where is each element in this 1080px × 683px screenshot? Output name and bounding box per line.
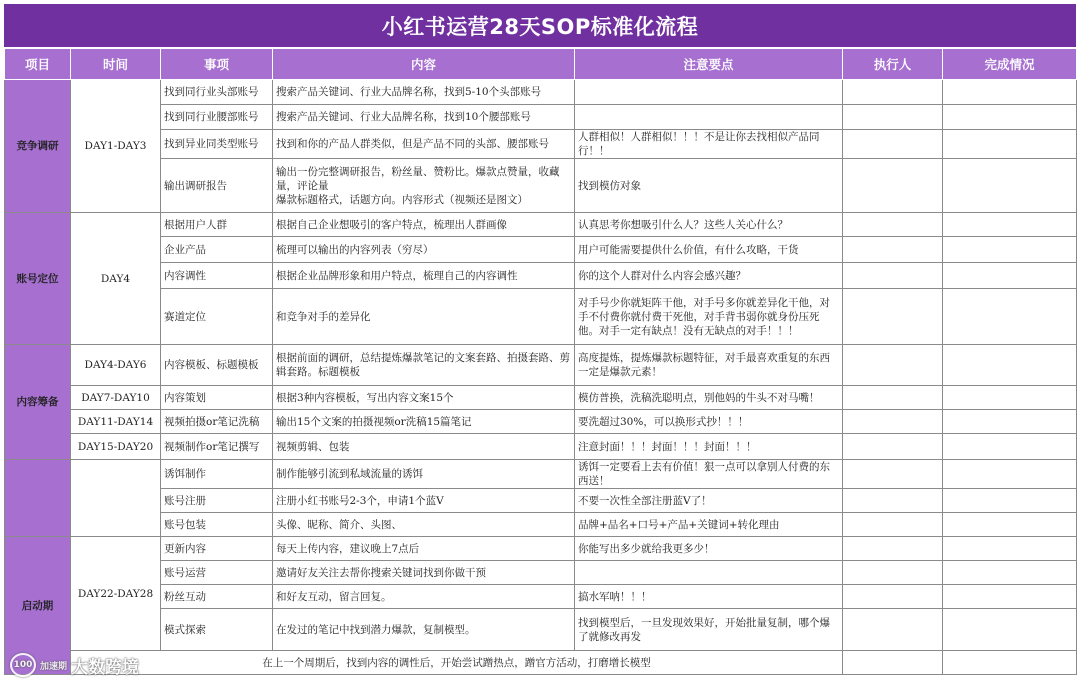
header-content: 内容 xyxy=(273,49,575,80)
content-cell: 每天上传内容，建议晚上7点后 xyxy=(273,537,575,561)
executor-cell[interactable] xyxy=(843,561,943,585)
executor-cell[interactable] xyxy=(843,289,943,345)
status-cell[interactable] xyxy=(943,80,1077,105)
executor-cell[interactable] xyxy=(843,489,943,513)
executor-cell[interactable] xyxy=(843,513,943,537)
header-project: 项目 xyxy=(5,49,71,80)
content-cell: 找到和你的产品人群类似，但是产品不同的头部、腰部账号 xyxy=(273,130,575,159)
time-cell: DAY15-DAY20 xyxy=(71,434,161,460)
table-row xyxy=(5,345,1077,386)
time-cell-empty xyxy=(71,460,161,537)
phase-cell-empty xyxy=(5,460,71,537)
content-cell: 制作能够引流到私域流量的诱饵 xyxy=(273,460,575,489)
note-cell: 你能写出多少就给我更多少！ xyxy=(575,537,843,561)
item-cell: 根据用户人群 xyxy=(161,213,273,237)
note-cell: 高度提炼，提炼爆款标题特征，对手最喜欢重复的东西一定是爆款元素！ xyxy=(575,345,843,386)
item-cell: 输出调研报告 xyxy=(161,159,273,213)
table-row xyxy=(5,130,1077,159)
note-cell: 人群相似！人群相似！！！不是让你去找相似产品同行！！ xyxy=(575,130,843,159)
note-cell: 诱饵一定要看上去有价值！狠一点可以拿别人付费的东西送！ xyxy=(575,460,843,489)
table-row xyxy=(5,386,1077,410)
executor-cell[interactable] xyxy=(843,105,943,130)
item-cell: 视频拍摄or笔记洗稿 xyxy=(161,410,273,434)
phase-cell: 账号定位 xyxy=(5,213,71,345)
status-cell[interactable] xyxy=(943,159,1077,213)
status-cell[interactable] xyxy=(943,237,1077,263)
content-cell: 搜索产品关键词、行业大品牌名称，找到5-10个头部账号 xyxy=(273,80,575,105)
item-cell: 内容调性 xyxy=(161,263,273,289)
note-cell: 用户可能需要提供什么价值，有什么攻略，干货 xyxy=(575,237,843,263)
header-time: 时间 xyxy=(71,49,161,80)
note-cell: 你的这个人群对什么内容会感兴趣？ xyxy=(575,263,843,289)
executor-cell[interactable] xyxy=(843,345,943,386)
watermark-phase-label: 加速期 xyxy=(40,661,68,672)
note-cell: 搞水军呐！！！ xyxy=(575,585,843,609)
note-cell xyxy=(575,80,843,105)
table-row xyxy=(5,513,1077,537)
table-row xyxy=(5,213,1077,237)
status-cell[interactable] xyxy=(943,585,1077,609)
content-cell: 输出15个文案的拍摄视频or洗稿15篇笔记 xyxy=(273,410,575,434)
item-cell: 账号包装 xyxy=(161,513,273,537)
table-row xyxy=(5,434,1077,460)
content-cell: 头像、昵称、简介、头图、 xyxy=(273,513,575,537)
executor-cell[interactable] xyxy=(843,410,943,434)
brand-logo-icon: 100 xyxy=(10,653,36,677)
status-cell[interactable] xyxy=(943,537,1077,561)
table-row xyxy=(5,263,1077,289)
item-cell: 企业产品 xyxy=(161,237,273,263)
time-cell: DAY1-DAY3 xyxy=(71,80,161,213)
note-cell: 模仿普换，洗稿洗聪明点，别他妈的牛头不对马嘴！ xyxy=(575,386,843,410)
note-cell xyxy=(575,105,843,130)
sop-table xyxy=(4,48,1077,675)
content-cell: 输出一份完整调研报告，粉丝量、赞粉比。爆款点赞量，收藏量，评论量 爆款标题格式，话题方向。内容形式（视频还是图文） xyxy=(273,159,575,213)
executor-cell[interactable] xyxy=(843,80,943,105)
status-cell[interactable] xyxy=(943,386,1077,410)
status-cell[interactable] xyxy=(943,513,1077,537)
time-cell: DAY22-DAY28 xyxy=(71,537,161,651)
status-cell[interactable] xyxy=(943,213,1077,237)
status-cell[interactable] xyxy=(943,561,1077,585)
executor-cell[interactable] xyxy=(843,237,943,263)
note-cell: 找到模仿对象 xyxy=(575,159,843,213)
content-cell: 视频剪辑、包装 xyxy=(273,434,575,460)
executor-cell[interactable] xyxy=(843,386,943,410)
content-cell: 在发过的笔记中找到潜力爆款，复制模型。 xyxy=(273,609,575,651)
status-cell[interactable] xyxy=(943,434,1077,460)
status-cell[interactable] xyxy=(943,289,1077,345)
status-cell[interactable] xyxy=(943,263,1077,289)
table-row xyxy=(5,460,1077,489)
executor-cell[interactable] xyxy=(843,130,943,159)
content-cell: 搜索产品关键词、行业大品牌名称，找到10个腰部账号 xyxy=(273,105,575,130)
content-cell: 根据企业品牌形象和用户特点，梳理自己的内容调性 xyxy=(273,263,575,289)
table-row xyxy=(5,80,1077,105)
content-cell: 注册小红书账号2-3个，申请1个蓝V xyxy=(273,489,575,513)
item-cell: 视频制作or笔记撰写 xyxy=(161,434,273,460)
phase-cell: 启动期 xyxy=(5,537,71,675)
note-cell: 注意封面！！！封面！！！封面！！！ xyxy=(575,434,843,460)
item-cell: 账号注册 xyxy=(161,489,273,513)
content-cell: 根据自己企业想吸引的客户特点，梳理出人群画像 xyxy=(273,213,575,237)
note-cell xyxy=(575,561,843,585)
table-row xyxy=(5,561,1077,585)
content-cell: 和竞争对手的差异化 xyxy=(273,289,575,345)
footer-summary: 在上一个周期后，找到内容的调性后，开始尝试蹭热点，蹭官方活动，打磨增长模型 xyxy=(71,651,843,675)
watermark-brand-text: 大数跨境 xyxy=(71,657,140,678)
phase-cell: 竞争调研 xyxy=(5,80,71,213)
status-cell[interactable] xyxy=(943,609,1077,651)
item-cell: 赛道定位 xyxy=(161,289,273,345)
status-cell[interactable] xyxy=(943,130,1077,159)
item-cell: 账号运营 xyxy=(161,561,273,585)
table-row xyxy=(5,159,1077,213)
header-executor: 执行人 xyxy=(843,49,943,80)
executor-cell[interactable] xyxy=(843,460,943,489)
table-row xyxy=(5,237,1077,263)
note-cell: 不要一次性全部注册蓝V了！ xyxy=(575,489,843,513)
content-cell: 和好友互动，留言回复。 xyxy=(273,585,575,609)
header-status: 完成情况 xyxy=(943,49,1077,80)
table-row xyxy=(5,651,1077,675)
item-cell: 诱饵制作 xyxy=(161,460,273,489)
item-cell: 找到同行业头部账号 xyxy=(161,80,273,105)
header-item: 事项 xyxy=(161,49,273,80)
status-cell[interactable] xyxy=(943,410,1077,434)
note-cell: 认真思考你想吸引什么人？这些人关心什么？ xyxy=(575,213,843,237)
item-cell: 模式探索 xyxy=(161,609,273,651)
note-cell: 对手号少你就矩阵干他，对手号多你就差异化干他，对手不付费你就付费干死他，对手背书弱你就身份压死他。对手一定有缺点！没有无缺点的对手！！！ xyxy=(575,289,843,345)
content-cell: 根据前面的调研，总结提炼爆款笔记的文案套路、拍摄套路、剪辑套路。标题模板 xyxy=(273,345,575,386)
table-row xyxy=(5,585,1077,609)
executor-cell[interactable] xyxy=(843,609,943,651)
executor-cell[interactable] xyxy=(843,263,943,289)
table-row xyxy=(5,489,1077,513)
table-row xyxy=(5,105,1077,130)
item-cell: 粉丝互动 xyxy=(161,585,273,609)
executor-cell[interactable] xyxy=(843,159,943,213)
table-row xyxy=(5,537,1077,561)
phase-cell: 内容筹备 xyxy=(5,345,71,460)
content-cell: 梳理可以输出的内容列表（穷尽） xyxy=(273,237,575,263)
status-cell[interactable] xyxy=(943,489,1077,513)
content-cell: 邀请好友关注去帮你搜索关键词找到你做干预 xyxy=(273,561,575,585)
item-cell: 更新内容 xyxy=(161,537,273,561)
note-cell: 要洗超过30%，可以换形式抄！！！ xyxy=(575,410,843,434)
content-cell: 根据3种内容模板，写出内容文案15个 xyxy=(273,386,575,410)
time-cell: DAY7-DAY10 xyxy=(71,386,161,410)
table-row xyxy=(5,289,1077,345)
note-cell: 找到模型后，一旦发现效果好，开始批量复制，哪个爆了就修改再发 xyxy=(575,609,843,651)
header-notes: 注意要点 xyxy=(575,49,843,80)
item-cell: 内容策划 xyxy=(161,386,273,410)
executor-cell[interactable] xyxy=(843,213,943,237)
time-cell: DAY11-DAY14 xyxy=(71,410,161,434)
status-cell[interactable] xyxy=(943,651,1077,675)
status-cell[interactable] xyxy=(943,345,1077,386)
time-cell: DAY4 xyxy=(71,213,161,345)
table-row xyxy=(5,609,1077,651)
table-row xyxy=(5,410,1077,434)
status-cell[interactable] xyxy=(943,460,1077,489)
executor-cell[interactable] xyxy=(843,651,943,675)
executor-cell[interactable] xyxy=(843,585,943,609)
item-cell: 找到同行业腰部账号 xyxy=(161,105,273,130)
time-cell: DAY4-DAY6 xyxy=(71,345,161,386)
item-cell: 找到异业同类型账号 xyxy=(161,130,273,159)
status-cell[interactable] xyxy=(943,105,1077,130)
brand-watermark xyxy=(10,652,139,678)
note-cell: 品牌+品名+口号+产品+关键词+转化理由 xyxy=(575,513,843,537)
sheet-title: 小红书运营28天SOP标准化流程 xyxy=(4,4,1076,47)
executor-cell[interactable] xyxy=(843,537,943,561)
executor-cell[interactable] xyxy=(843,434,943,460)
item-cell: 内容模板、标题模板 xyxy=(161,345,273,386)
header-row xyxy=(5,49,1077,80)
